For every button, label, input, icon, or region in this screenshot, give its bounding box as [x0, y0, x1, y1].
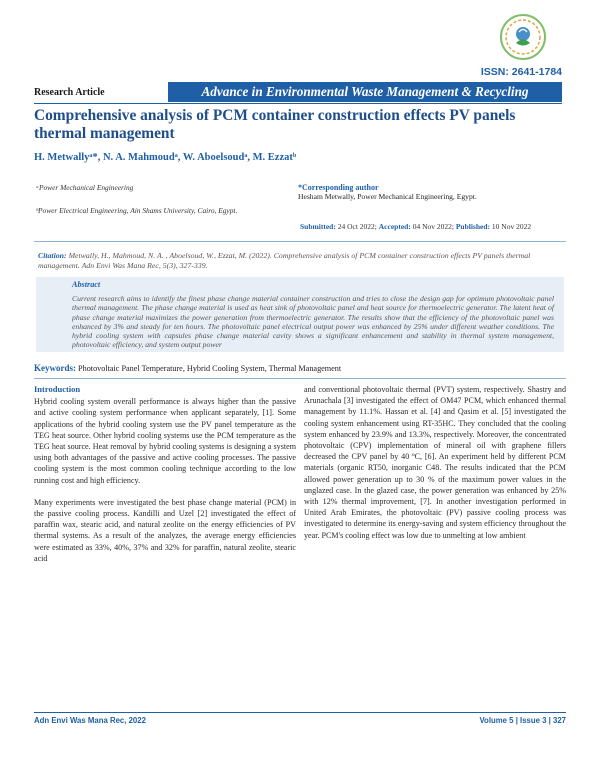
journal-name: Advance in Environmental Waste Management & Recycling [168, 82, 562, 102]
affiliation-b: ᵇPower Electrical Engineering, Ain Shams University, Cairo, Egypt. [36, 206, 238, 215]
abstract-box [36, 277, 564, 352]
keywords [34, 363, 564, 373]
divider-top [34, 241, 566, 242]
corresponding-author [298, 183, 566, 201]
keywords-label: Keywords: [34, 363, 76, 373]
banner-divider [34, 103, 562, 104]
abstract-text: Current research aims to identify the finest phase change material container construction and tries to close the design gap for optimum photovoltaic panel thermal management. The phase change material is used as heat sink of photovoltaic panel and heat source for thermoelectric generator. The latent heat of phase change material maximizes the power generation from thermoelectric generator. The results show that the efficiency of the photovoltaic panel was enhanced by 3% and steady for ten hours. The photovoltaic panel electrical output power was enhanced by 25% under different weather conditions. The hybrid cooling system with capsules phase change material cavity shows a significant enhancement and stability in thermal system management, photovoltaic efficiency, and system output power [72, 294, 554, 350]
authors: H. Metwallyᵃ*, N. A. Mahmoudᵃ, W. Aboelsoudᵃ, M. Ezzatᵇ [34, 152, 297, 163]
journal-logo [498, 12, 548, 62]
affiliation-a: ᵃPower Mechanical Engineering [36, 183, 134, 192]
paragraph: Many experiments were investigated the best phase change material (PCM) in the passive cooling process. Kandilli and Uzel [2] investigated the effect of paraffin wax, stearic acid, and natural zeolite on the energy efficiencies of PV thermal systems. As a result of the analyzes, the average energy efficiencies were estimated as 33%, 40%, 37% and 32% for paraffin, natural zeolite, stearic acid [34, 497, 296, 563]
abstract-heading: Abstract [72, 280, 101, 289]
article-type-box [34, 82, 166, 104]
footer-volume: Volume 5 | Issue 3 | 327 [479, 716, 566, 725]
submitted-date: 24 Oct 2022; [337, 222, 377, 231]
paragraph: Hybrid cooling system overall performance is always higher than the passive and active cooling system performance when applicant separately, [1]. Some applications of the hybrid cooling system use the PV panel temperature as the TEG heat source. Other hybrid cooling systems use the PCM temperature as the TEG heat source. Heat removal by hybrid cooling systems is designing a system using both advantages of the passive and active cooling processes. The passive cooling system is the most common cooling technique according to the low running cost and high efficiency. [34, 397, 296, 485]
footer-divider [34, 712, 566, 713]
paragraph: and conventional photovoltaic thermal (PVT) system, respectively. Shastry and Arunachala [3] investigated the effect of OM47 PCM, which enhanced thermal management by 11.1%. Hassan et al. [4] and Qasim et al. [5] investigated the cooling system enhancement using RT-35HC. They concluded that the cooling system enhanced by 23.9% and 13.3%, respectively. Moreover, the concentrated photovoltaic (CPV) implementation of mineral oil with graphene fillers decreased the CPV panel by 40 ºC, [6]. An experiment held by different PCM materials (organic RT50, inorganic C48. The results indicated that the PCM allowed power generation up to 30 % of the maximum power values in the unglazed case. In the glazed case, the power generation was enhanced by 25% with 12% thermal improvement, [7]. In another investigation performed in United Arab Emirates, the photovoltaic (PV) passive cooling process was investigated to determine its energy-saving and system efficiency throughout the year. PCM's cooling effect was low due to unmelting at low ambient [304, 385, 566, 540]
published-label: Published: [455, 222, 491, 231]
left-column [34, 384, 296, 564]
footer-journal: Adn Envi Was Mana Rec, 2022 [34, 716, 146, 725]
paper-title: Comprehensive analysis of PCM container construction effects PV panels thermal management [34, 107, 516, 142]
keywords-text: Photovoltaic Panel Temperature, Hybrid Cooling System, Thermal Management [78, 364, 342, 373]
divider-bottom [34, 378, 566, 379]
citation [38, 251, 564, 271]
accepted-label: Accepted: [378, 222, 411, 231]
citation-text: Metwally, H., Mahmoud, N. A. , Aboelsoud, W., Ezzat, M. (2022). Comprehensive analysis of PCM container construction effects PV panels thermal management. Adn Envi Was Mana Rec, 5(3), 327-339. [38, 251, 531, 270]
corresponding-text: Hesham Metwally, Power Mechanical Engineering, Egypt. [298, 192, 477, 201]
right-column [304, 384, 566, 541]
journal-banner [34, 82, 562, 104]
citation-label: Citation: [38, 251, 67, 260]
corresponding-heading: *Corresponding author [298, 183, 379, 192]
submitted-label: Submitted: [300, 222, 336, 231]
issn: ISSN: 2641-1784 [480, 66, 562, 78]
article-type: Research Article [34, 87, 105, 98]
dates [300, 222, 566, 231]
accepted-date: 04 Nov 2022; [412, 222, 454, 231]
introduction-heading: Introduction [34, 384, 81, 394]
published-date: 10 Nov 2022 [491, 222, 532, 231]
